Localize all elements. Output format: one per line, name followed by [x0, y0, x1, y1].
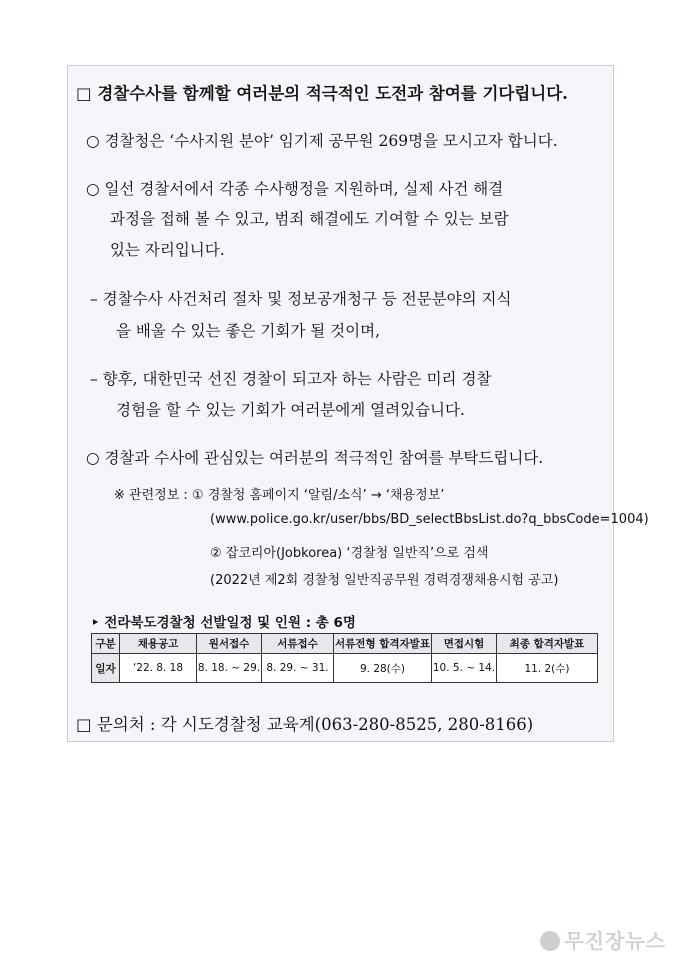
header-cell: 구분 — [92, 634, 120, 654]
table-cell: 11. 2(수) — [497, 654, 598, 683]
dash-experience-line-2: 경험을 할 수 있는 기회가 여러분에게 열려있습니다. — [116, 401, 465, 419]
notice-panel — [67, 65, 649, 742]
contact-info: □ 문의처 : 각 시도경찰청 교육계(063-280-8525, 280-8166) — [76, 715, 534, 734]
related-info-item-2-note: (2022년 제2회 경찰청 일반직공무원 경력경쟁채용시험 공고) — [210, 573, 559, 588]
header-cell: 서류접수 — [262, 634, 334, 654]
schedule-title: ‣ 전라북도경찰청 선발일정 및 인원 : 총 6명 — [91, 615, 356, 631]
dash-knowledge-line-2: 을 배울 수 있는 좋은 기회가 될 것이며, — [116, 322, 381, 340]
news-watermark — [540, 925, 666, 954]
table-cell: 8. 29. ~ 31. — [262, 654, 334, 683]
bullet-role-line-2: 과정을 접해 볼 수 있고, 범죄 해결에도 기여할 수 있는 보람 — [110, 210, 509, 228]
table-cell: 8. 18. ~ 29. — [197, 654, 262, 683]
header-cell: 원서접수 — [197, 634, 262, 654]
schedule-table — [91, 633, 598, 683]
bullet-role-line-3: 있는 자리입니다. — [110, 241, 225, 259]
bullet-recruitment: ○ 경찰청은 ‘수사지원 분야’ 임기제 공무원 269명을 모시고자 합니다. — [86, 132, 558, 150]
row-label-cell: 일자 — [92, 654, 120, 683]
dash-experience-line-1: – 향후, 대한민국 선진 경찰이 되고자 하는 사람은 미리 경찰 — [90, 370, 492, 388]
bullet-role-line-1: ○ 일선 경찰서에서 각종 수사행정을 지원하며, 실제 사건 해결 — [86, 180, 504, 198]
bullet-participation: ○ 경찰과 수사에 관심있는 여러분의 적극적인 참여를 부탁드립니다. — [86, 449, 544, 467]
header-cell: 서류전형 합격자발표 — [334, 634, 432, 654]
schedule-header-row — [92, 634, 598, 654]
header-cell: 채용공고 — [120, 634, 197, 654]
related-info-item-2: ② 잡코리아(Jobkorea) ‘경찰청 일반직’으로 검색 — [210, 546, 489, 561]
table-cell: 10. 5. ~ 14. — [432, 654, 497, 683]
main-heading: □ 경찰수사를 함께할 여러분의 적극적인 도전과 참여를 기다립니다. — [76, 84, 568, 103]
table-cell: 9. 28(수) — [334, 654, 432, 683]
news-logo-icon — [540, 931, 560, 951]
header-cell: 면접시험 — [432, 634, 497, 654]
watermark-text: 무진장뉴스 — [564, 929, 666, 953]
dash-knowledge-line-1: – 경찰수사 사건처리 절차 및 정보공개청구 등 전문분야의 지식 — [90, 290, 512, 308]
related-info-url[interactable]: (www.police.go.kr/user/bbs/BD_selectBbsList.do?q_bbsCode=1004) — [210, 512, 649, 527]
table-cell: ‘22. 8. 18 — [120, 654, 197, 683]
schedule-date-row — [92, 654, 598, 683]
header-cell: 최종 합격자발표 — [497, 634, 598, 654]
related-info-label: ※ 관련정보 : ① 경찰청 홈페이지 ‘알림/소식’ → ‘채용정보’ — [114, 488, 445, 503]
